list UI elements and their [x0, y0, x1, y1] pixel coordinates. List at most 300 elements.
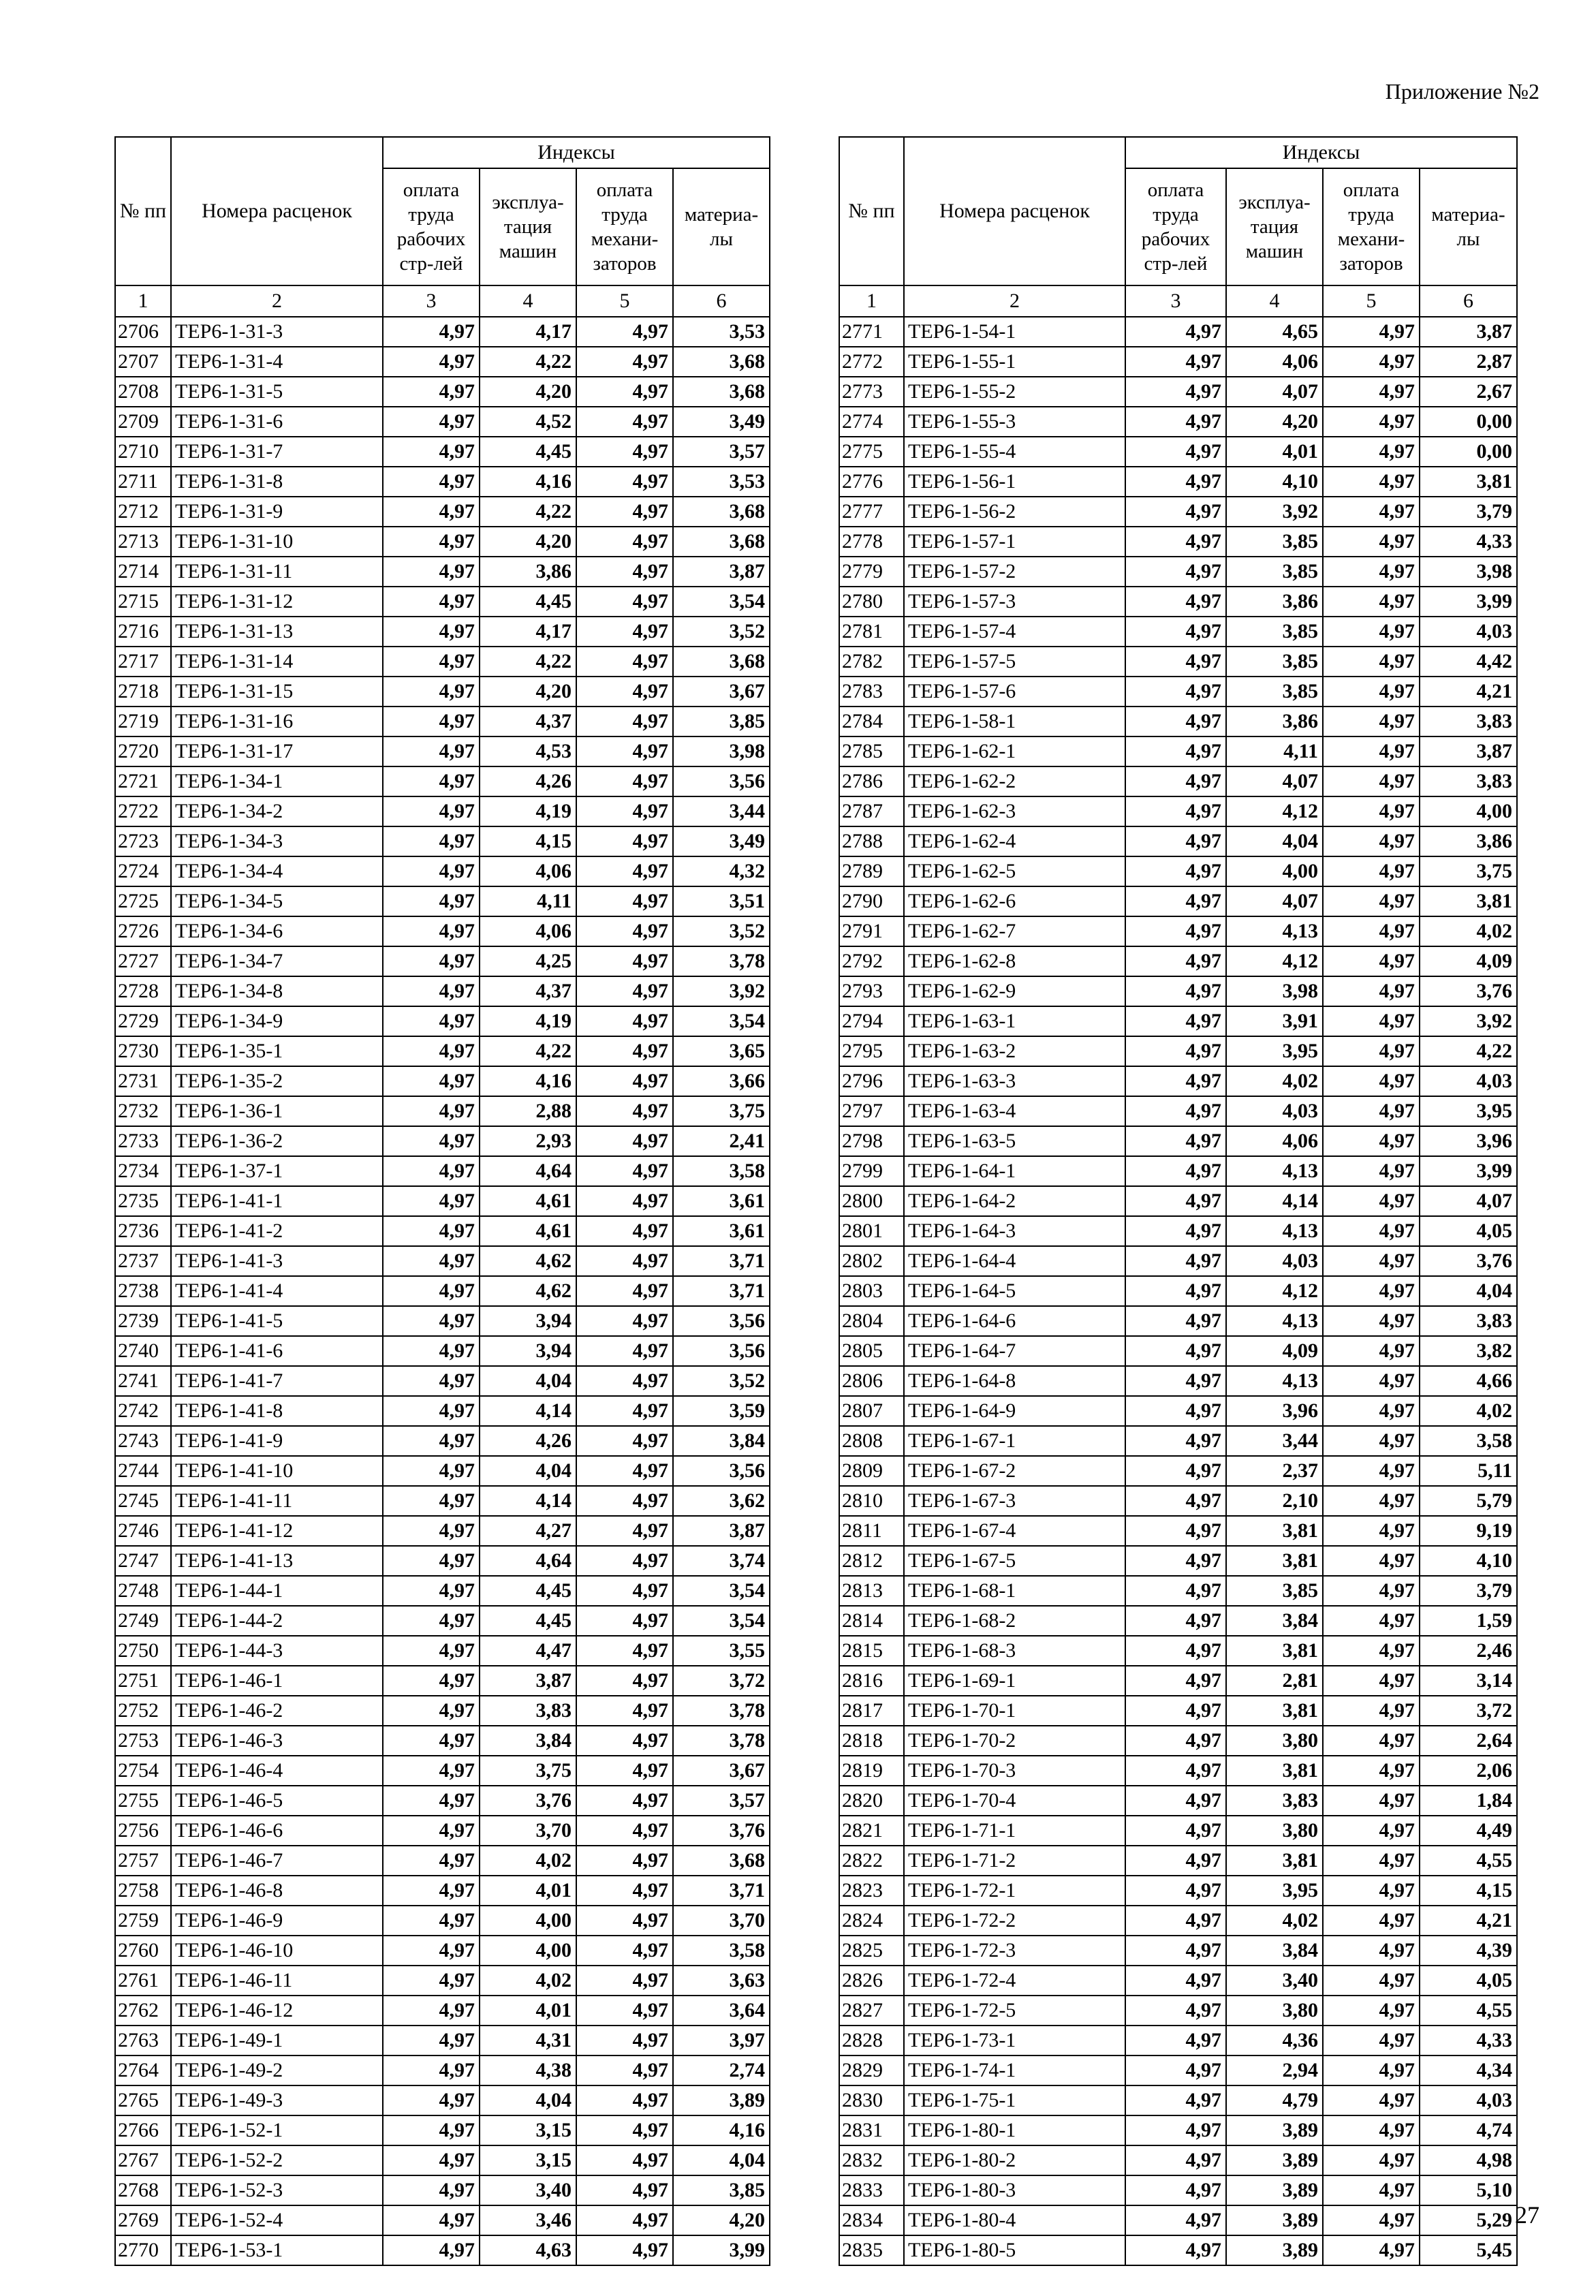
rate-code: ТЕР6-1-72-2: [904, 1906, 1125, 1936]
col-header-machines: эксплуа-тация машин: [480, 168, 576, 285]
materials-index: 3,57: [673, 1786, 770, 1816]
row-number: 2823: [839, 1876, 904, 1906]
table-row: [839, 1906, 1517, 1936]
machines-index: 4,06: [480, 856, 576, 886]
machines-index: 4,01: [480, 1996, 576, 2026]
labor-index: 4,97: [1125, 1846, 1226, 1876]
rate-code: ТЕР6-1-49-2: [171, 2055, 383, 2085]
rate-code: ТЕР6-1-41-7: [171, 1366, 383, 1396]
rate-code: ТЕР6-1-56-2: [904, 497, 1125, 527]
operators-index: 4,97: [576, 1936, 673, 1966]
machines-index: 3,89: [1226, 2115, 1323, 2145]
labor-index: 4,97: [383, 2055, 480, 2085]
row-number: 2828: [839, 2026, 904, 2055]
labor-index: 4,97: [383, 2115, 480, 2145]
row-number: 2745: [115, 1486, 171, 1516]
labor-index: 4,97: [383, 1276, 480, 1306]
row-number: 2779: [839, 557, 904, 587]
machines-index: 4,07: [1226, 377, 1323, 407]
table-row: [115, 946, 770, 976]
row-number: 2753: [115, 1726, 171, 1756]
rate-code: ТЕР6-1-41-2: [171, 1216, 383, 1246]
labor-index: 4,97: [1125, 1696, 1226, 1726]
machines-index: 4,38: [480, 2055, 576, 2085]
table-row: [115, 1246, 770, 1276]
operators-index: 4,97: [1323, 826, 1420, 856]
col-header-num: № пп: [839, 137, 904, 285]
col-header-operators: оплата труда механи-заторов: [576, 168, 673, 285]
machines-index: 4,27: [480, 1516, 576, 1546]
labor-index: 4,97: [1125, 1216, 1226, 1246]
labor-index: 4,97: [383, 1756, 480, 1786]
machines-index: 2,94: [1226, 2055, 1323, 2085]
rate-code: ТЕР6-1-55-2: [904, 377, 1125, 407]
rate-code: ТЕР6-1-72-3: [904, 1936, 1125, 1966]
rate-code: ТЕР6-1-41-6: [171, 1336, 383, 1366]
table-row: [115, 2026, 770, 2055]
operators-index: 4,97: [1323, 1396, 1420, 1426]
labor-index: 4,97: [1125, 1606, 1226, 1636]
rate-code: ТЕР6-1-62-8: [904, 946, 1125, 976]
materials-index: 3,49: [673, 407, 770, 437]
machines-index: 4,22: [480, 497, 576, 527]
row-number: 2755: [115, 1786, 171, 1816]
machines-index: 3,80: [1226, 1996, 1323, 2026]
rate-code: ТЕР6-1-41-12: [171, 1516, 383, 1546]
table-row: [115, 497, 770, 527]
labor-index: 4,97: [1125, 1186, 1226, 1216]
operators-index: 4,97: [1323, 1366, 1420, 1396]
labor-index: 4,97: [383, 1906, 480, 1936]
table-row: [839, 617, 1517, 647]
operators-index: 4,97: [576, 1186, 673, 1216]
rate-code: ТЕР6-1-41-13: [171, 1546, 383, 1576]
labor-index: 4,97: [383, 1366, 480, 1396]
materials-index: 4,21: [1420, 677, 1517, 707]
labor-index: 4,97: [383, 1606, 480, 1636]
rate-code: ТЕР6-1-57-5: [904, 647, 1125, 677]
col-number: 2: [904, 285, 1125, 317]
row-number: 2772: [839, 347, 904, 377]
labor-index: 4,97: [1125, 617, 1226, 647]
row-number: 2724: [115, 856, 171, 886]
rate-code: ТЕР6-1-71-1: [904, 1816, 1125, 1846]
operators-index: 4,97: [1323, 1306, 1420, 1336]
table-row: [839, 1186, 1517, 1216]
operators-index: 4,97: [576, 796, 673, 826]
row-number: 2824: [839, 1906, 904, 1936]
rate-code: ТЕР6-1-31-17: [171, 736, 383, 766]
materials-index: 3,71: [673, 1246, 770, 1276]
machines-index: 4,64: [480, 1546, 576, 1576]
labor-index: 4,97: [383, 1096, 480, 1126]
machines-index: 4,00: [480, 1906, 576, 1936]
row-number: 2751: [115, 1666, 171, 1696]
table-row: [839, 317, 1517, 347]
row-number: 2767: [115, 2145, 171, 2175]
row-number: 2791: [839, 916, 904, 946]
row-number: 2706: [115, 317, 171, 347]
rate-code: ТЕР6-1-57-2: [904, 557, 1125, 587]
rate-code: ТЕР6-1-34-6: [171, 916, 383, 946]
operators-index: 4,97: [1323, 2055, 1420, 2085]
row-number: 2774: [839, 407, 904, 437]
operators-index: 4,97: [576, 1666, 673, 1696]
table-row: [115, 1396, 770, 1426]
row-number: 2730: [115, 1036, 171, 1066]
labor-index: 4,97: [383, 1156, 480, 1186]
materials-index: 3,54: [673, 1006, 770, 1036]
rate-code: ТЕР6-1-55-1: [904, 347, 1125, 377]
rate-code: ТЕР6-1-68-2: [904, 1606, 1125, 1636]
rate-code: ТЕР6-1-31-7: [171, 437, 383, 467]
materials-index: 3,70: [673, 1906, 770, 1936]
operators-index: 4,97: [1323, 2235, 1420, 2265]
table-row: [115, 2055, 770, 2085]
rate-code: ТЕР6-1-31-16: [171, 707, 383, 736]
machines-index: 3,81: [1226, 1546, 1323, 1576]
machines-index: 3,83: [480, 1696, 576, 1726]
labor-index: 4,97: [1125, 557, 1226, 587]
operators-index: 4,97: [1323, 1486, 1420, 1516]
table-row: [839, 1696, 1517, 1726]
operators-index: 4,97: [576, 1036, 673, 1066]
row-number: 2833: [839, 2175, 904, 2205]
row-number: 2813: [839, 1576, 904, 1606]
table-row: [115, 407, 770, 437]
materials-index: 3,85: [673, 707, 770, 736]
operators-index: 4,97: [576, 1246, 673, 1276]
row-number: 2764: [115, 2055, 171, 2085]
materials-index: 3,76: [1420, 1246, 1517, 1276]
machines-index: 2,10: [1226, 1486, 1323, 1516]
labor-index: 4,97: [383, 1126, 480, 1156]
materials-index: 3,68: [673, 1846, 770, 1876]
row-number: 2835: [839, 2235, 904, 2265]
materials-index: 3,89: [673, 2085, 770, 2115]
operators-index: 4,97: [1323, 557, 1420, 587]
operators-index: 4,97: [1323, 2115, 1420, 2145]
table-row: [839, 1606, 1517, 1636]
materials-index: 3,96: [1420, 1126, 1517, 1156]
operators-index: 4,97: [576, 1396, 673, 1426]
operators-index: 4,97: [576, 2115, 673, 2145]
table-row: [115, 1036, 770, 1066]
labor-index: 4,97: [383, 2026, 480, 2055]
operators-index: 4,97: [1323, 437, 1420, 467]
table-row: [839, 1756, 1517, 1786]
row-number: 2796: [839, 1066, 904, 1096]
machines-index: 4,37: [480, 707, 576, 736]
table-row: [839, 707, 1517, 736]
operators-index: 4,97: [1323, 976, 1420, 1006]
table-row: [115, 1816, 770, 1846]
operators-index: 4,97: [576, 317, 673, 347]
row-number: 2831: [839, 2115, 904, 2145]
rate-code: ТЕР6-1-52-3: [171, 2175, 383, 2205]
operators-index: 4,97: [1323, 1096, 1420, 1126]
table-row: [115, 1726, 770, 1756]
table-row: [839, 1726, 1517, 1756]
operators-index: 4,97: [1323, 1936, 1420, 1966]
materials-index: 2,64: [1420, 1726, 1517, 1756]
labor-index: 4,97: [383, 2085, 480, 2115]
labor-index: 4,97: [1125, 1426, 1226, 1456]
table-row: [115, 1846, 770, 1876]
machines-index: 4,20: [1226, 407, 1323, 437]
table-row: [115, 1156, 770, 1186]
materials-index: 4,22: [1420, 1036, 1517, 1066]
machines-index: 3,84: [1226, 1606, 1323, 1636]
operators-index: 4,97: [1323, 497, 1420, 527]
machines-index: 4,02: [480, 1966, 576, 1996]
row-number: 2752: [115, 1696, 171, 1726]
row-number: 2727: [115, 946, 171, 976]
row-number: 2713: [115, 527, 171, 557]
row-number: 2784: [839, 707, 904, 736]
machines-index: 4,19: [480, 796, 576, 826]
rate-code: ТЕР6-1-67-4: [904, 1516, 1125, 1546]
col-header-materials: материа-лы: [1420, 168, 1517, 285]
machines-index: 4,16: [480, 1066, 576, 1096]
machines-index: 4,62: [480, 1276, 576, 1306]
rate-code: ТЕР6-1-63-4: [904, 1096, 1125, 1126]
machines-index: 3,85: [1226, 557, 1323, 587]
labor-index: 4,97: [1125, 1156, 1226, 1186]
materials-index: 3,72: [673, 1666, 770, 1696]
machines-index: 4,53: [480, 736, 576, 766]
row-number: 2725: [115, 886, 171, 916]
row-number: 2822: [839, 1846, 904, 1876]
materials-index: 3,49: [673, 826, 770, 856]
row-number: 2728: [115, 976, 171, 1006]
table-row: [115, 1546, 770, 1576]
materials-index: 4,10: [1420, 1546, 1517, 1576]
materials-index: 3,58: [673, 1936, 770, 1966]
materials-index: 3,92: [673, 976, 770, 1006]
labor-index: 4,97: [1125, 1456, 1226, 1486]
labor-index: 4,97: [383, 916, 480, 946]
rate-code: ТЕР6-1-46-7: [171, 1846, 383, 1876]
row-number: 2744: [115, 1456, 171, 1486]
machines-index: 4,00: [1226, 856, 1323, 886]
machines-index: 4,13: [1226, 916, 1323, 946]
materials-index: 4,33: [1420, 527, 1517, 557]
row-number: 2804: [839, 1306, 904, 1336]
machines-index: 3,95: [1226, 1876, 1323, 1906]
labor-index: 4,97: [383, 617, 480, 647]
machines-index: 4,65: [1226, 317, 1323, 347]
labor-index: 4,97: [1125, 1936, 1226, 1966]
table-row: [839, 2145, 1517, 2175]
machines-index: 3,85: [1226, 677, 1323, 707]
labor-index: 4,97: [1125, 467, 1226, 497]
row-number: 2795: [839, 1036, 904, 1066]
rate-code: ТЕР6-1-34-7: [171, 946, 383, 976]
materials-index: 4,49: [1420, 1816, 1517, 1846]
row-number: 2762: [115, 1996, 171, 2026]
row-number: 2788: [839, 826, 904, 856]
row-number: 2716: [115, 617, 171, 647]
operators-index: 4,97: [576, 2175, 673, 2205]
operators-index: 4,97: [576, 1306, 673, 1336]
row-number: 2787: [839, 796, 904, 826]
rate-code: ТЕР6-1-73-1: [904, 2026, 1125, 2055]
row-number: 2773: [839, 377, 904, 407]
operators-index: 4,97: [576, 467, 673, 497]
materials-index: 3,52: [673, 1366, 770, 1396]
materials-index: 3,98: [1420, 557, 1517, 587]
machines-index: 4,79: [1226, 2085, 1323, 2115]
materials-index: 3,99: [673, 2235, 770, 2265]
row-number: 2729: [115, 1006, 171, 1036]
operators-index: 4,97: [1323, 2205, 1420, 2235]
rate-code: ТЕР6-1-49-3: [171, 2085, 383, 2115]
machines-index: 4,17: [480, 617, 576, 647]
labor-index: 4,97: [1125, 976, 1226, 1006]
rate-code: ТЕР6-1-46-4: [171, 1756, 383, 1786]
machines-index: 4,64: [480, 1156, 576, 1186]
row-number: 2790: [839, 886, 904, 916]
row-number: 2815: [839, 1636, 904, 1666]
row-number: 2778: [839, 527, 904, 557]
materials-index: 5,29: [1420, 2205, 1517, 2235]
operators-index: 4,97: [1323, 1006, 1420, 1036]
table-row: [839, 886, 1517, 916]
machines-index: 3,40: [1226, 1966, 1323, 1996]
row-number: 2771: [839, 317, 904, 347]
operators-index: 4,97: [1323, 1726, 1420, 1756]
machines-index: 2,81: [1226, 1666, 1323, 1696]
labor-index: 4,97: [383, 317, 480, 347]
labor-index: 4,97: [1125, 1966, 1226, 1996]
rate-code: ТЕР6-1-34-9: [171, 1006, 383, 1036]
operators-index: 4,97: [576, 1816, 673, 1846]
materials-index: 3,78: [673, 946, 770, 976]
labor-index: 4,97: [1125, 1996, 1226, 2026]
rate-code: ТЕР6-1-70-3: [904, 1756, 1125, 1786]
table-row: [115, 707, 770, 736]
row-number: 2766: [115, 2115, 171, 2145]
rate-code: ТЕР6-1-44-2: [171, 1606, 383, 1636]
labor-index: 4,97: [1125, 407, 1226, 437]
materials-index: 4,04: [1420, 1276, 1517, 1306]
operators-index: 4,97: [1323, 1876, 1420, 1906]
operators-index: 4,97: [576, 1906, 673, 1936]
table-row: [839, 1066, 1517, 1096]
col-number: 5: [576, 285, 673, 317]
machines-index: 4,02: [1226, 1066, 1323, 1096]
row-number: 2708: [115, 377, 171, 407]
row-number: 2735: [115, 1186, 171, 1216]
materials-index: 3,74: [673, 1546, 770, 1576]
table-row: [839, 2026, 1517, 2055]
rate-code: ТЕР6-1-67-3: [904, 1486, 1125, 1516]
operators-index: 4,97: [576, 1636, 673, 1666]
labor-index: 4,97: [383, 946, 480, 976]
col-header-materials: материа-лы: [673, 168, 770, 285]
row-number: 2775: [839, 437, 904, 467]
labor-index: 4,97: [383, 1666, 480, 1696]
labor-index: 4,97: [383, 1396, 480, 1426]
rate-code: ТЕР6-1-44-1: [171, 1576, 383, 1606]
labor-index: 4,97: [1125, 587, 1226, 617]
table-row: [839, 856, 1517, 886]
rate-code: ТЕР6-1-31-4: [171, 347, 383, 377]
machines-index: 4,13: [1226, 1366, 1323, 1396]
rate-code: ТЕР6-1-62-5: [904, 856, 1125, 886]
table-row: [115, 1666, 770, 1696]
materials-index: 3,82: [1420, 1336, 1517, 1366]
operators-index: 4,97: [576, 1096, 673, 1126]
machines-index: 3,80: [1226, 1816, 1323, 1846]
rate-code: ТЕР6-1-57-3: [904, 587, 1125, 617]
row-number: 2793: [839, 976, 904, 1006]
materials-index: 4,34: [1420, 2055, 1517, 2085]
row-number: 2734: [115, 1156, 171, 1186]
machines-index: 3,94: [480, 1306, 576, 1336]
materials-index: 4,21: [1420, 1906, 1517, 1936]
table-row: [839, 1456, 1517, 1486]
machines-index: 3,80: [1226, 1726, 1323, 1756]
table-row: [839, 766, 1517, 796]
row-number: 2792: [839, 946, 904, 976]
rate-code: ТЕР6-1-34-5: [171, 886, 383, 916]
labor-index: 4,97: [1125, 1336, 1226, 1366]
materials-index: 4,42: [1420, 647, 1517, 677]
rate-code: ТЕР6-1-37-1: [171, 1156, 383, 1186]
labor-index: 4,97: [1125, 1066, 1226, 1096]
labor-index: 4,97: [383, 856, 480, 886]
labor-index: 4,97: [1125, 1666, 1226, 1696]
materials-index: 3,53: [673, 467, 770, 497]
machines-index: 4,11: [1226, 736, 1323, 766]
machines-index: 4,03: [1226, 1096, 1323, 1126]
rate-code: ТЕР6-1-80-2: [904, 2145, 1125, 2175]
rate-code: ТЕР6-1-52-1: [171, 2115, 383, 2145]
col-number: 4: [1226, 285, 1323, 317]
labor-index: 4,97: [1125, 1306, 1226, 1336]
labor-index: 4,97: [1125, 2026, 1226, 2055]
machines-index: 4,20: [480, 677, 576, 707]
table-row: [839, 976, 1517, 1006]
materials-index: 4,32: [673, 856, 770, 886]
materials-index: 3,56: [673, 1456, 770, 1486]
rate-code: ТЕР6-1-62-2: [904, 766, 1125, 796]
machines-index: 4,02: [480, 1846, 576, 1876]
row-number: 2827: [839, 1996, 904, 2026]
machines-index: 3,91: [1226, 1006, 1323, 1036]
table-row: [839, 1306, 1517, 1336]
labor-index: 4,97: [1125, 1246, 1226, 1276]
operators-index: 4,97: [576, 1156, 673, 1186]
labor-index: 4,97: [1125, 946, 1226, 976]
materials-index: 4,66: [1420, 1366, 1517, 1396]
table-row: [115, 677, 770, 707]
labor-index: 4,97: [383, 1336, 480, 1366]
labor-index: 4,97: [383, 2175, 480, 2205]
materials-index: 3,97: [673, 2026, 770, 2055]
labor-index: 4,97: [1125, 2205, 1226, 2235]
materials-index: 3,75: [1420, 856, 1517, 886]
labor-index: 4,97: [383, 886, 480, 916]
table-row: [115, 1186, 770, 1216]
machines-index: 3,81: [1226, 1516, 1323, 1546]
machines-index: 4,63: [480, 2235, 576, 2265]
col-header-machines: эксплуа-тация машин: [1226, 168, 1323, 285]
table-row: [115, 617, 770, 647]
machines-index: 4,10: [1226, 467, 1323, 497]
